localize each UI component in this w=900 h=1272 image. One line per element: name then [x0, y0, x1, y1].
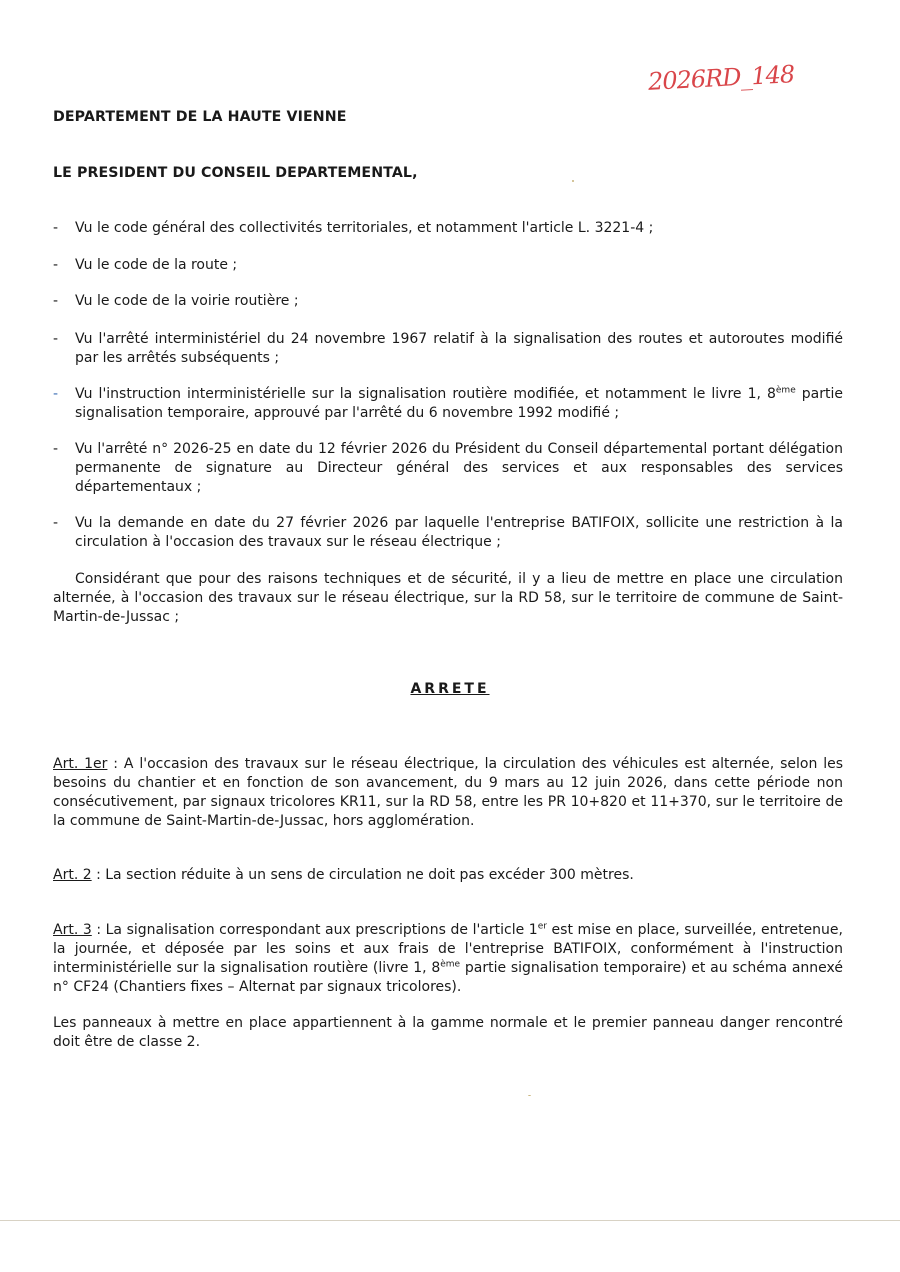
- page-bottom-rule: [0, 1220, 900, 1221]
- vu-item-text: Vu le code général des collectivités territoriales, et notamment l'article L. 3221-4 ;: [75, 220, 654, 236]
- vu-item: [53, 256, 843, 275]
- article-3: Art. 3 : La signalisation correspondant aux prescriptions de l'article 1er est mise en place, surveillée, entretenue, la journée, et déposée par les soins et aux frais de l'entreprise BATIFOIX, conformément à l'instruction interministérielle sur la signalisation routière (livre 1, 8ème partie signalisation temporaire) et au schéma annexé n° CF24 (Chantiers fixes – Alternat par signaux tricolores).: [53, 921, 843, 995]
- vu-item: [53, 292, 843, 311]
- department-heading: DEPARTEMENT DE LA HAUTE VIENNE: [53, 109, 347, 125]
- vu-item: [53, 440, 843, 497]
- vu-item-text: Vu le code de la route ;: [75, 257, 238, 273]
- handwritten-reference-number: 2026RD_148: [647, 60, 795, 96]
- article-1: [53, 755, 843, 831]
- vu-item: [53, 514, 843, 552]
- vu-item-text: Vu l'instruction interministérielle sur la signalisation routière modifiée, et notamment le livre 1, 8ème partie signalisation temporaire, approuvé par l'arrêté du 6 novembre 1992 modifié ;: [75, 385, 844, 421]
- article-2: [53, 866, 843, 885]
- list-dash: -: [53, 331, 59, 347]
- vu-item: [53, 330, 843, 368]
- list-dash: -: [53, 293, 59, 309]
- article-2-text: : La section réduite à un sens de circulation ne doit pas excéder 300 mètres.: [91, 867, 634, 883]
- vu-item: [53, 219, 843, 238]
- president-heading: LE PRESIDENT DU CONSEIL DEPARTEMENTAL,: [53, 165, 418, 181]
- panneaux-paragraph: Les panneaux à mettre en place appartiennent à la gamme normale et le premier panneau danger rencontré doit être de classe 2.: [53, 1015, 843, 1050]
- considerant-paragraph: Considérant que pour des raisons techniques et de sécurité, il y a lieu de mettre en place une circulation alternée, à l'occasion des travaux sur le réseau électrique, sur la RD 58, sur le territoire de commune de Saint-Martin-de-Jussac ;: [53, 571, 843, 625]
- scan-speck: [528, 1095, 531, 1096]
- article-1-label: Art. 1er: [53, 756, 108, 772]
- vu-item-text: Vu l'arrêté interministériel du 24 novembre 1967 relatif à la signalisation des routes et autoroutes modifié par les arrêtés subséquents ;: [75, 331, 843, 366]
- vu-item: [53, 385, 843, 423]
- list-dash: -: [53, 441, 59, 457]
- vu-item-text: Vu la demande en date du 27 février 2026 par laquelle l'entreprise BATIFOIX, sollicite une restriction à la circulation à l'occasion des travaux sur le réseau électrique ;: [75, 515, 843, 550]
- article-1-text: : A l'occasion des travaux sur le réseau électrique, la circulation des véhicules est alternée, selon les besoins du chantier et en fonction de son avancement, du 9 mars au 12 juin 2026, dans cette période non consécutivement, par signaux tricolores KR11, sur la RD 58, entre les PR 10+820 et 11+370, sur le territoire de la commune de Saint-Martin-de-Jussac, hors agglomération.: [53, 756, 844, 829]
- vu-item-text: Vu le code de la voirie routière ;: [75, 293, 299, 309]
- list-dash: -: [53, 257, 59, 273]
- list-dash: -: [53, 220, 59, 236]
- list-dash: -: [53, 386, 59, 402]
- article-3-label: Art. 3: [53, 922, 92, 938]
- scan-speck: [572, 180, 574, 182]
- article-2-label: Art. 2: [53, 867, 92, 883]
- vu-item-text: Vu l'arrêté n° 2026-25 en date du 12 février 2026 du Président du Conseil départemental portant délégation permanente de signature au Directeur général des services et aux responsables des services départementaux ;: [75, 441, 843, 495]
- list-dash: -: [53, 515, 59, 531]
- arrete-title: ARRETE: [410, 681, 490, 697]
